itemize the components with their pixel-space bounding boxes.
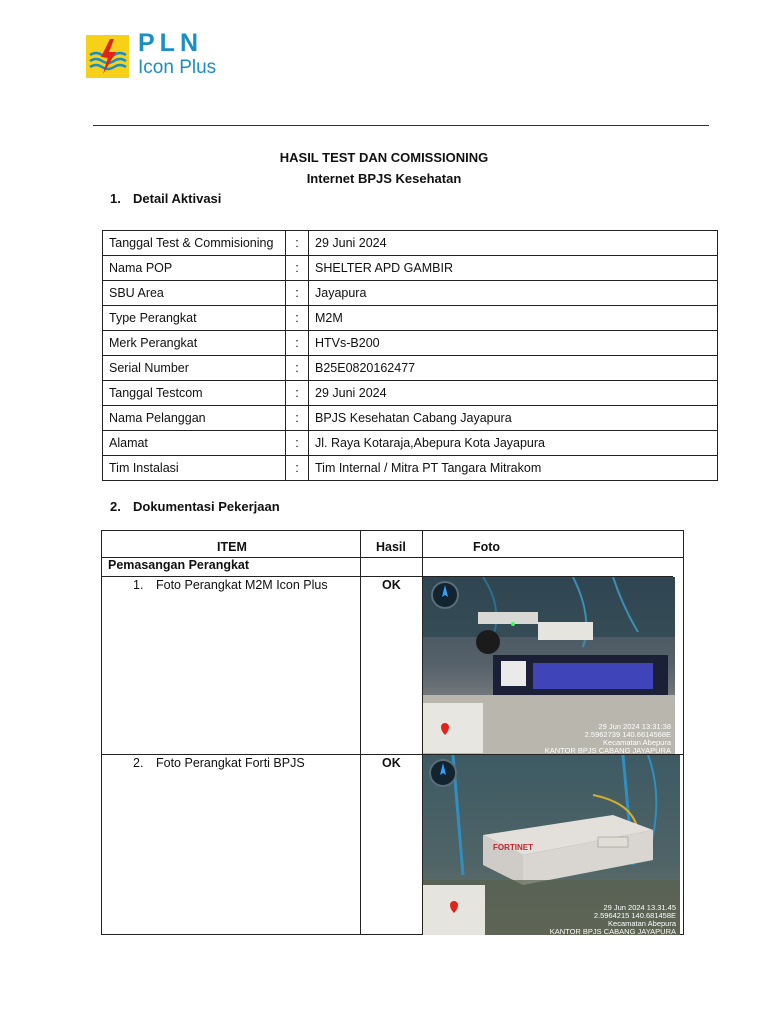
item-1-stamp-line-1: 29 Jun 2024 13:31:38 bbox=[598, 722, 671, 731]
item-2-stamp-line-2: 2.5964215 140.681458E bbox=[593, 911, 676, 920]
detail-label: Nama POP bbox=[103, 256, 286, 281]
section-1-number: 1. bbox=[110, 191, 121, 206]
detail-value: HTVs-B200 bbox=[309, 331, 718, 356]
logo-brand-text: PLN bbox=[138, 29, 203, 57]
detail-label: Merk Perangkat bbox=[103, 331, 286, 356]
document-title: HASIL TEST DAN COMISSIONING bbox=[279, 150, 489, 165]
detail-row bbox=[103, 431, 718, 456]
item-1-result: OK bbox=[382, 578, 401, 592]
detail-colon: : bbox=[286, 231, 309, 256]
activation-detail-table bbox=[102, 230, 718, 481]
item-1-stamp-line-2: 2.5962739 140.6614568E bbox=[584, 730, 671, 739]
detail-colon: : bbox=[286, 356, 309, 381]
detail-colon: : bbox=[286, 281, 309, 306]
detail-row bbox=[103, 331, 718, 356]
fortinet-label: FORTINET bbox=[493, 843, 533, 852]
item-2-result: OK bbox=[382, 756, 401, 770]
detail-label: Type Perangkat bbox=[103, 306, 286, 331]
detail-row bbox=[103, 406, 718, 431]
detail-label: Tanggal Test & Commisioning bbox=[103, 231, 286, 256]
detail-value: BPJS Kesehatan Cabang Jayapura bbox=[309, 406, 718, 431]
item-2-stamp-line-3: Kecamatan Abepura bbox=[608, 919, 676, 928]
detail-value: M2M bbox=[309, 306, 718, 331]
detail-colon: : bbox=[286, 381, 309, 406]
detail-label: Nama Pelanggan bbox=[103, 406, 286, 431]
detail-colon: : bbox=[286, 431, 309, 456]
detail-label: Serial Number bbox=[103, 356, 286, 381]
detail-row bbox=[103, 381, 718, 406]
detail-value: B25E0820162477 bbox=[309, 356, 718, 381]
detail-row bbox=[103, 356, 718, 381]
document-subtitle: Internet BPJS Kesehatan bbox=[306, 171, 462, 186]
item-2-number: 2. bbox=[133, 756, 144, 770]
detail-label: Tim Instalasi bbox=[103, 456, 286, 481]
header-divider bbox=[93, 125, 709, 126]
item-1-stamp-line-4: KANTOR BPJS CABANG JAYAPURA bbox=[544, 746, 671, 754]
documentation-table bbox=[101, 530, 684, 935]
item-2-photo bbox=[423, 755, 680, 935]
section-2-number: 2. bbox=[110, 499, 121, 514]
item-1-photo bbox=[423, 577, 675, 754]
detail-value: Jayapura bbox=[309, 281, 718, 306]
section-1-title: Detail Aktivasi bbox=[133, 191, 222, 206]
detail-value: Jl. Raya Kotaraja,Abepura Kota Jayapura bbox=[309, 431, 718, 456]
detail-colon: : bbox=[286, 256, 309, 281]
header-item: ITEM bbox=[217, 540, 247, 554]
detail-value: 29 Juni 2024 bbox=[309, 231, 718, 256]
detail-label: Tanggal Testcom bbox=[103, 381, 286, 406]
item-2-label: Foto Perangkat Forti BPJS bbox=[156, 756, 305, 770]
item-2-stamp-line-4: KANTOR BPJS CABANG JAYAPURA bbox=[549, 927, 676, 935]
item-2-stamp-line-1: 29 Jun 2024 13.31.45 bbox=[603, 903, 676, 912]
header-foto: Foto bbox=[473, 540, 501, 554]
column-divider bbox=[360, 531, 361, 934]
detail-row bbox=[103, 306, 718, 331]
detail-label: Alamat bbox=[103, 431, 286, 456]
detail-label: SBU Area bbox=[103, 281, 286, 306]
detail-colon: : bbox=[286, 331, 309, 356]
lightning-logo-icon bbox=[86, 35, 129, 78]
detail-value: Tim Internal / Mitra PT Tangara Mitrakom bbox=[309, 456, 718, 481]
detail-row bbox=[103, 281, 718, 306]
pln-icon-plus-logo bbox=[86, 29, 246, 81]
group-label: Pemasangan Perangkat bbox=[108, 558, 250, 572]
detail-row bbox=[103, 456, 718, 481]
item-1-number: 1. bbox=[133, 578, 144, 592]
header-hasil: Hasil bbox=[376, 540, 406, 554]
detail-colon: : bbox=[286, 306, 309, 331]
detail-colon: : bbox=[286, 406, 309, 431]
logo-subtitle-text: Icon Plus bbox=[138, 57, 217, 78]
detail-row bbox=[103, 231, 718, 256]
item-1-stamp-line-3: Kecamatan Abepura bbox=[603, 738, 671, 747]
detail-row bbox=[103, 256, 718, 281]
detail-value: SHELTER APD GAMBIR bbox=[309, 256, 718, 281]
item-1-label: Foto Perangkat M2M Icon Plus bbox=[156, 578, 328, 592]
detail-value: 29 Juni 2024 bbox=[309, 381, 718, 406]
section-2-title: Dokumentasi Pekerjaan bbox=[133, 499, 280, 514]
detail-colon: : bbox=[286, 456, 309, 481]
